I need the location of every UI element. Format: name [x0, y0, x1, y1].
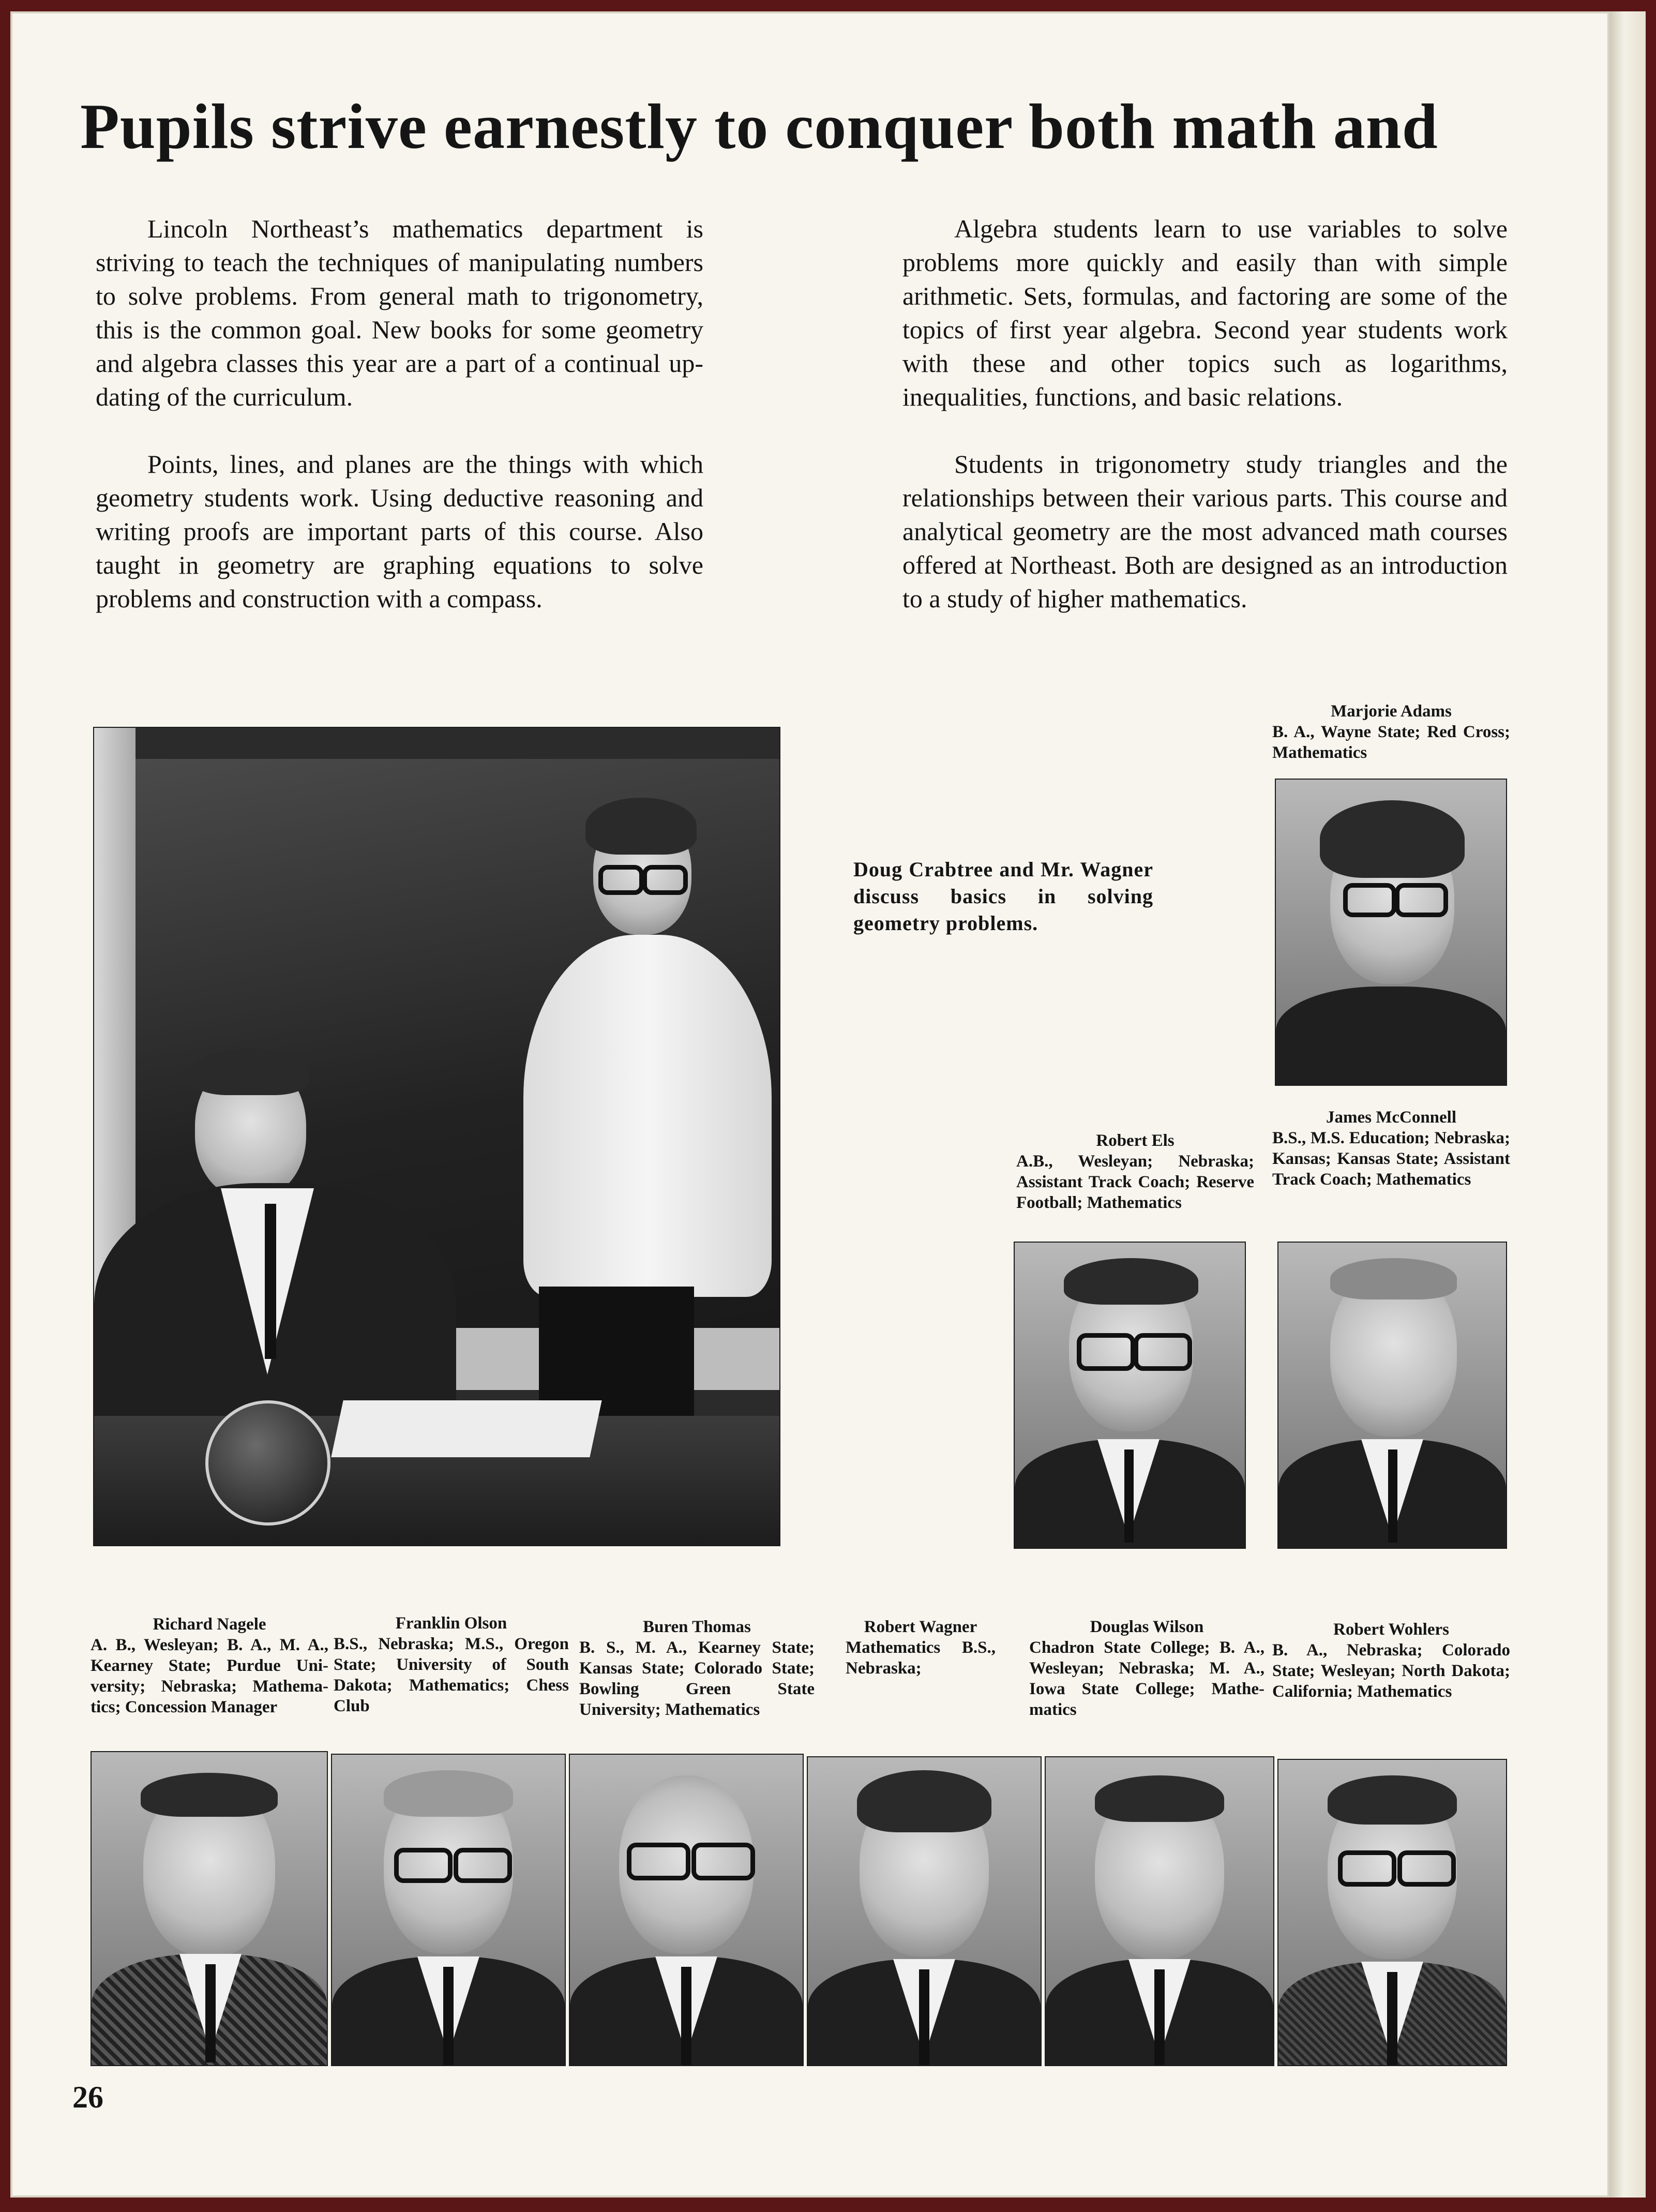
faculty-name: Robert Wohlers — [1333, 1620, 1449, 1639]
faculty-details: B. S., M. A., Kearney State; Kansas State; Colorado State; Bowling Green State University; Mathematics — [579, 1638, 815, 1719]
portrait-olson — [331, 1754, 566, 2066]
faculty-caption-thomas — [579, 1617, 815, 1720]
left-paragraph-1: Lincoln Northeast’s mathematics department is striving to teach the techniques of manipulating numbers to solve problems. From general math to trigonometry, this is the common goal. New books for some geometry and algebra classes this year are a part of a continual updating of the curriculum. — [96, 214, 703, 411]
faculty-name: Buren Thomas — [643, 1618, 751, 1636]
page-headline: Pupils strive earnestly to conquer both math and — [80, 91, 1438, 162]
faculty-caption-wagner — [846, 1617, 996, 1679]
faculty-name: Douglas Wilson — [1090, 1618, 1204, 1636]
faculty-details: A.B., Wesleyan; Nebraska; Assistant Track Coach; Reserve Football; Mathematics — [1016, 1152, 1254, 1212]
right-paragraph-1: Algebra students learn to use variables to solve problems more quickly and easily than with simple arithmetic. Sets, formulas, and factoring are some of the topics of first year algebra. Second year students work with these and other topics such as logarithms, inequalities, functions, and basic relations. — [902, 214, 1508, 411]
faculty-name: Marjorie Adams — [1331, 702, 1452, 721]
faculty-details: B.S., Nebraska; M.S., Oregon State; University of South Dakota; Mathematics; Chess Club — [334, 1635, 569, 1715]
classroom-photo — [93, 727, 780, 1546]
portrait-nagele — [91, 1751, 328, 2066]
right-text-column — [902, 212, 1508, 616]
left-paragraph-2: Points, lines, and planes are the things with which geometry students work. Using deductive reasoning and writing proofs are important parts of this course. Also taught in geometry are graphing equations to solve problems and construction with a compass. — [96, 450, 703, 613]
faculty-name: James McConnell — [1326, 1108, 1457, 1127]
faculty-details: A. B., Wesleyan; B. A., M. A., Kearney State; Purdue University; Nebraska; Mathematics; Concession Manager — [91, 1636, 328, 1716]
main-photo-caption: Doug Crabtree and Mr. Wagner discuss basics in solving geometry problems. — [853, 858, 1153, 935]
portrait-wagner — [807, 1756, 1042, 2066]
faculty-name: Richard Nagele — [153, 1615, 266, 1634]
faculty-name: Robert Els — [1096, 1131, 1175, 1150]
faculty-details: B. A., Wayne State; Red Cross; Mathematics — [1272, 723, 1510, 762]
faculty-caption-wohlers — [1272, 1619, 1510, 1702]
faculty-caption-nagele — [91, 1614, 328, 1717]
portrait-mcconnell — [1277, 1242, 1507, 1549]
portrait-adams — [1275, 779, 1507, 1086]
page-number: 26 — [72, 2080, 103, 2114]
faculty-caption-adams — [1272, 701, 1510, 763]
portrait-els — [1014, 1242, 1246, 1549]
faculty-caption-els — [1016, 1130, 1254, 1213]
portrait-wilson — [1045, 1756, 1274, 2066]
faculty-details: B. A., Nebraska; Colorado State; Wesleyan; North Dakota; California; Mathematics — [1272, 1641, 1510, 1701]
faculty-details: Chadron State College; B. A., Wesleyan; Nebraska; M. A., Iowa State College; Mathematics — [1029, 1638, 1264, 1719]
faculty-details: B.S., M.S. Education; Nebraska; Kansas; Kansas State; Assistant Track Coach; Mathematics — [1272, 1129, 1510, 1189]
book-spine — [1609, 11, 1646, 2198]
faculty-details: Mathematics B.S., Nebraska; — [846, 1638, 996, 1678]
left-text-column — [96, 212, 703, 616]
faculty-caption-wilson — [1029, 1617, 1264, 1720]
faculty-caption-mcconnell — [1272, 1107, 1510, 1190]
faculty-caption-olson — [334, 1613, 569, 1716]
portrait-thomas — [569, 1754, 804, 2066]
right-paragraph-2: Students in trigonometry study triangles and the relationships between their various parts. This course and analytical geometry are the most advanced math courses offered at Northeast. Both are designed as an introduction to a study of higher mathematics. — [902, 450, 1508, 613]
faculty-name: Franklin Olson — [395, 1614, 507, 1633]
portrait-wohlers — [1277, 1759, 1507, 2066]
faculty-name: Robert Wagner — [864, 1618, 977, 1636]
